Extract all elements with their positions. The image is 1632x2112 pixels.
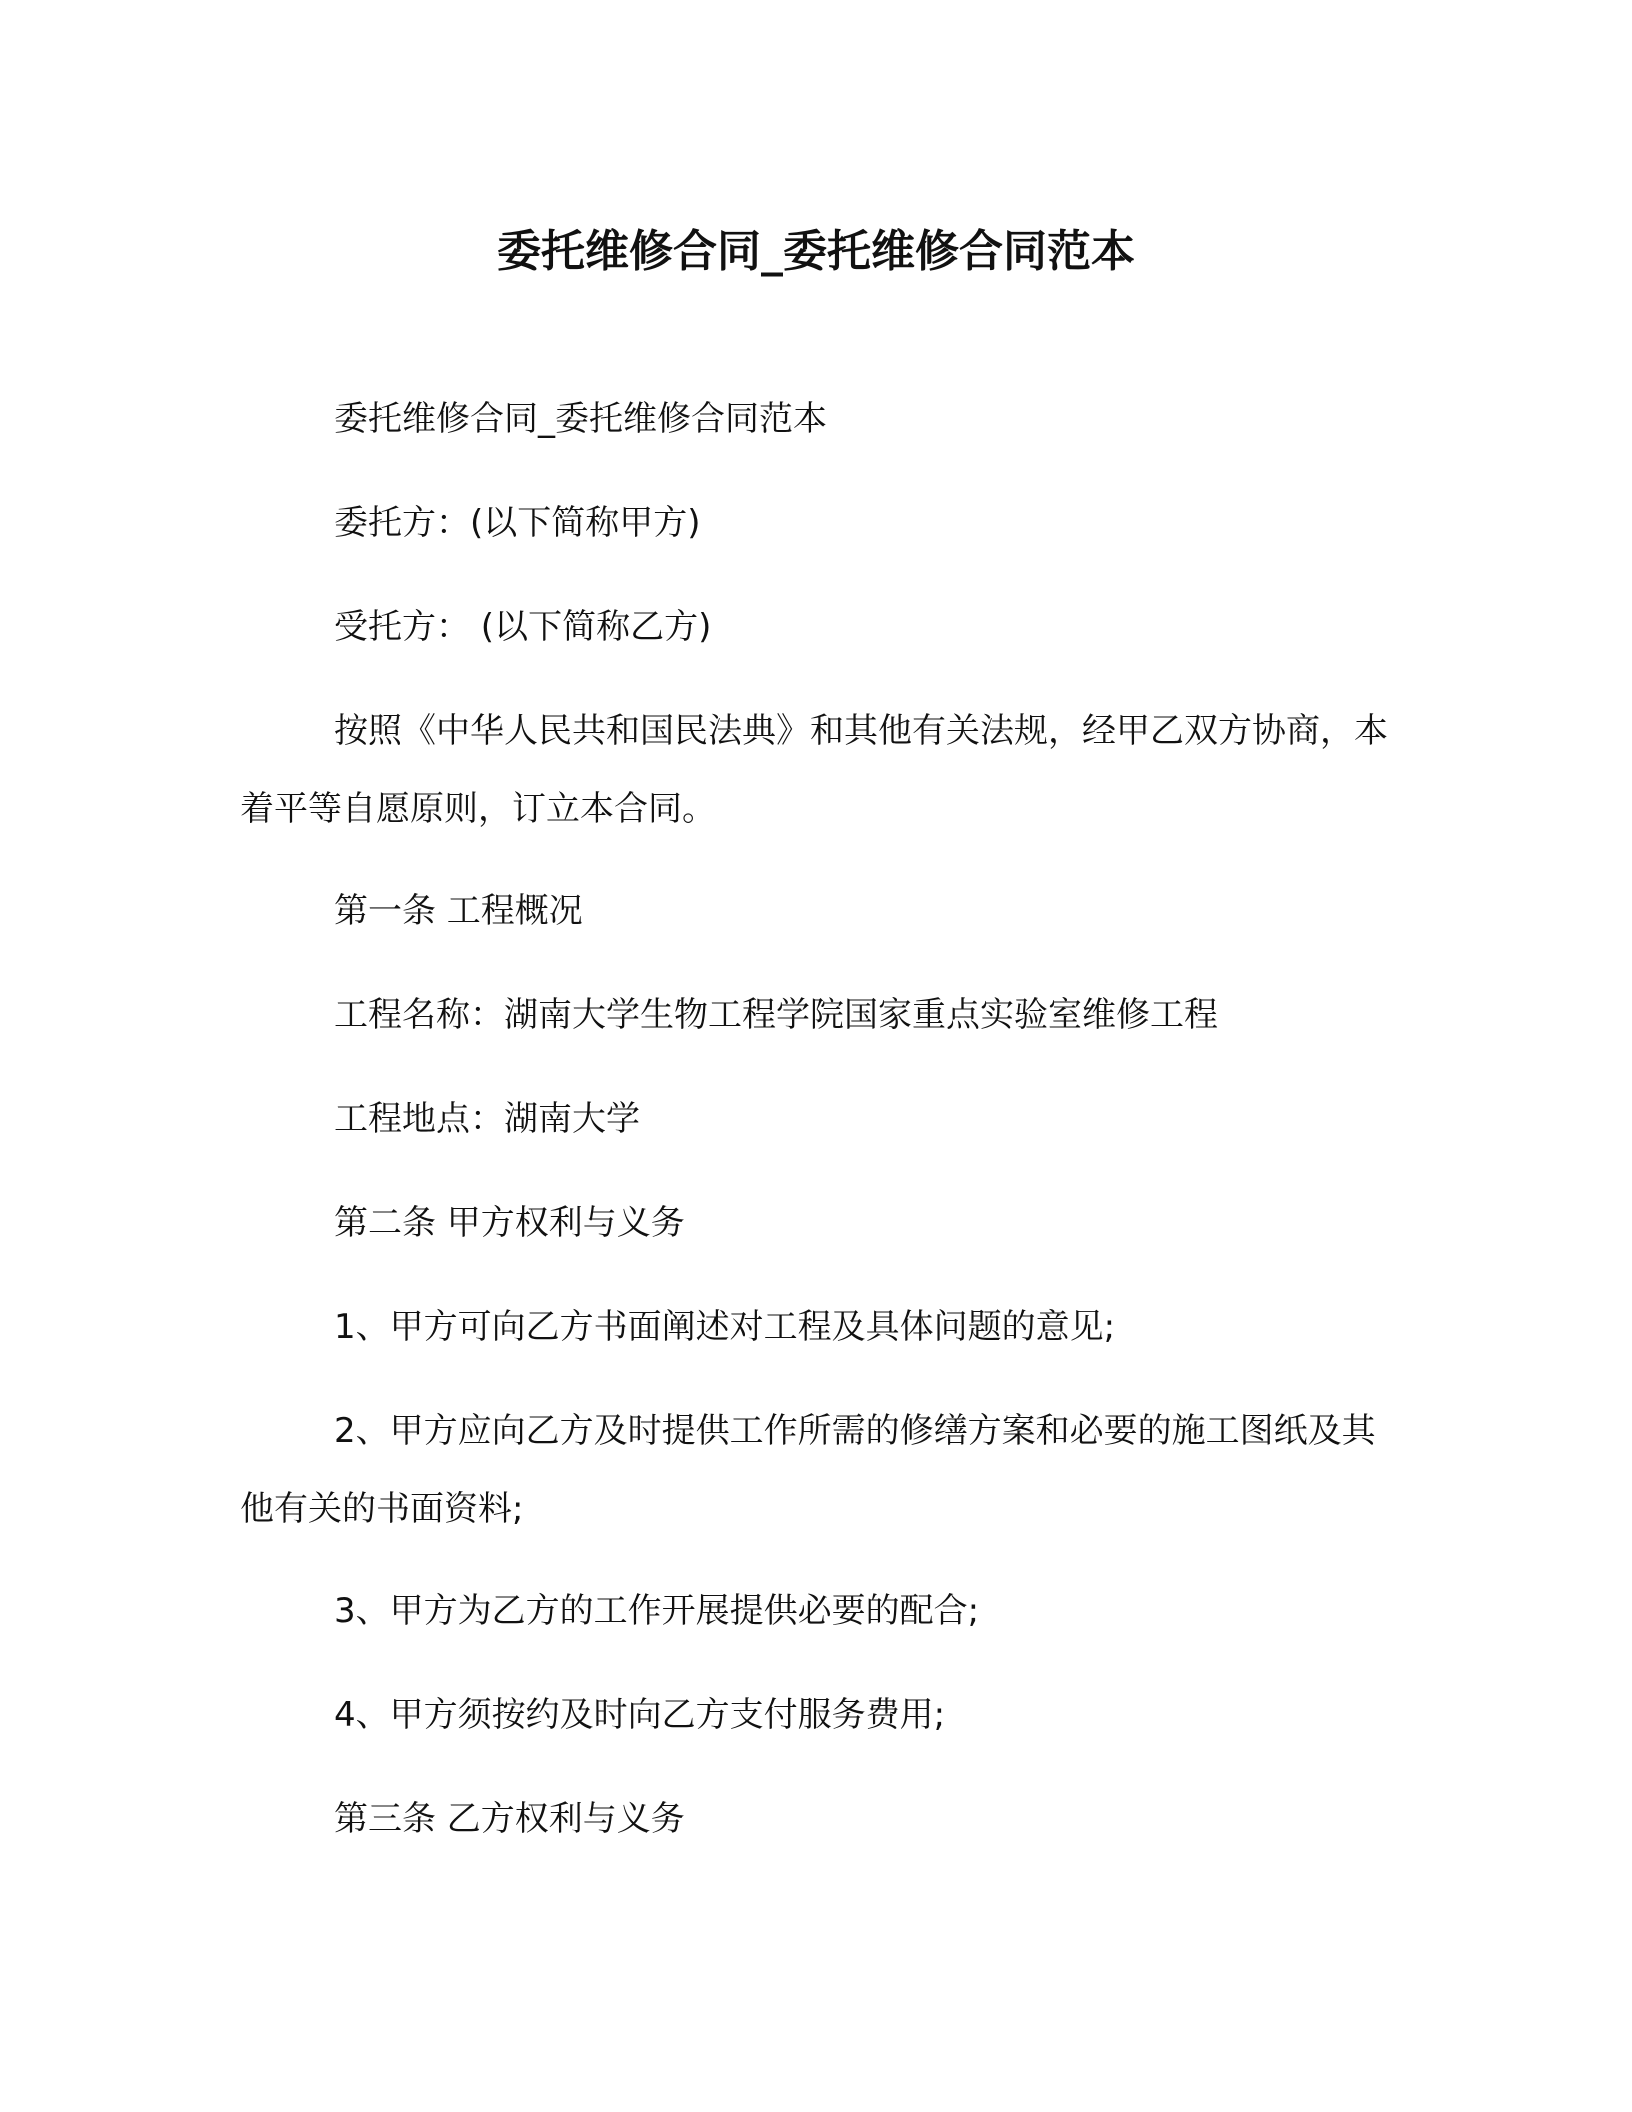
clause-2-3: 3、甲方为乙方的工作开展提供必要的配合; — [334, 1591, 980, 1631]
paragraph-project-location: 工程地点：湖南大学 — [334, 1099, 640, 1139]
paragraph-principal: 委托方：(以下简称甲方) — [334, 503, 701, 543]
paragraph-preamble: 按照《中华人民共和国民法典》和其他有关法规，经甲乙双方协商，本着平等自愿原则，订立本合同。 — [240, 711, 1388, 829]
article-2-heading: 第二条 甲方权利与义务 — [334, 1203, 685, 1243]
article-1-heading: 第一条 工程概况 — [334, 891, 583, 931]
paragraph-project-name: 工程名称：湖南大学生物工程学院国家重点实验室维修工程 — [334, 995, 1218, 1035]
document-title: 委托维修合同_委托维修合同范本 — [497, 226, 1135, 277]
clause-2-4: 4、甲方须按约及时向乙方支付服务费用; — [334, 1695, 946, 1735]
clause-2-1: 1、甲方可向乙方书面阐述对工程及具体问题的意见; — [334, 1307, 1116, 1347]
clause-2-2: 2、甲方应向乙方及时提供工作所需的修缮方案和必要的施工图纸及其他有关的书面资料; — [240, 1411, 1376, 1529]
article-3-heading: 第三条 乙方权利与义务 — [334, 1799, 685, 1839]
paragraph-agent: 受托方： (以下简称乙方) — [334, 607, 712, 647]
paragraph-subtitle: 委托维修合同_委托维修合同范本 — [334, 399, 827, 439]
